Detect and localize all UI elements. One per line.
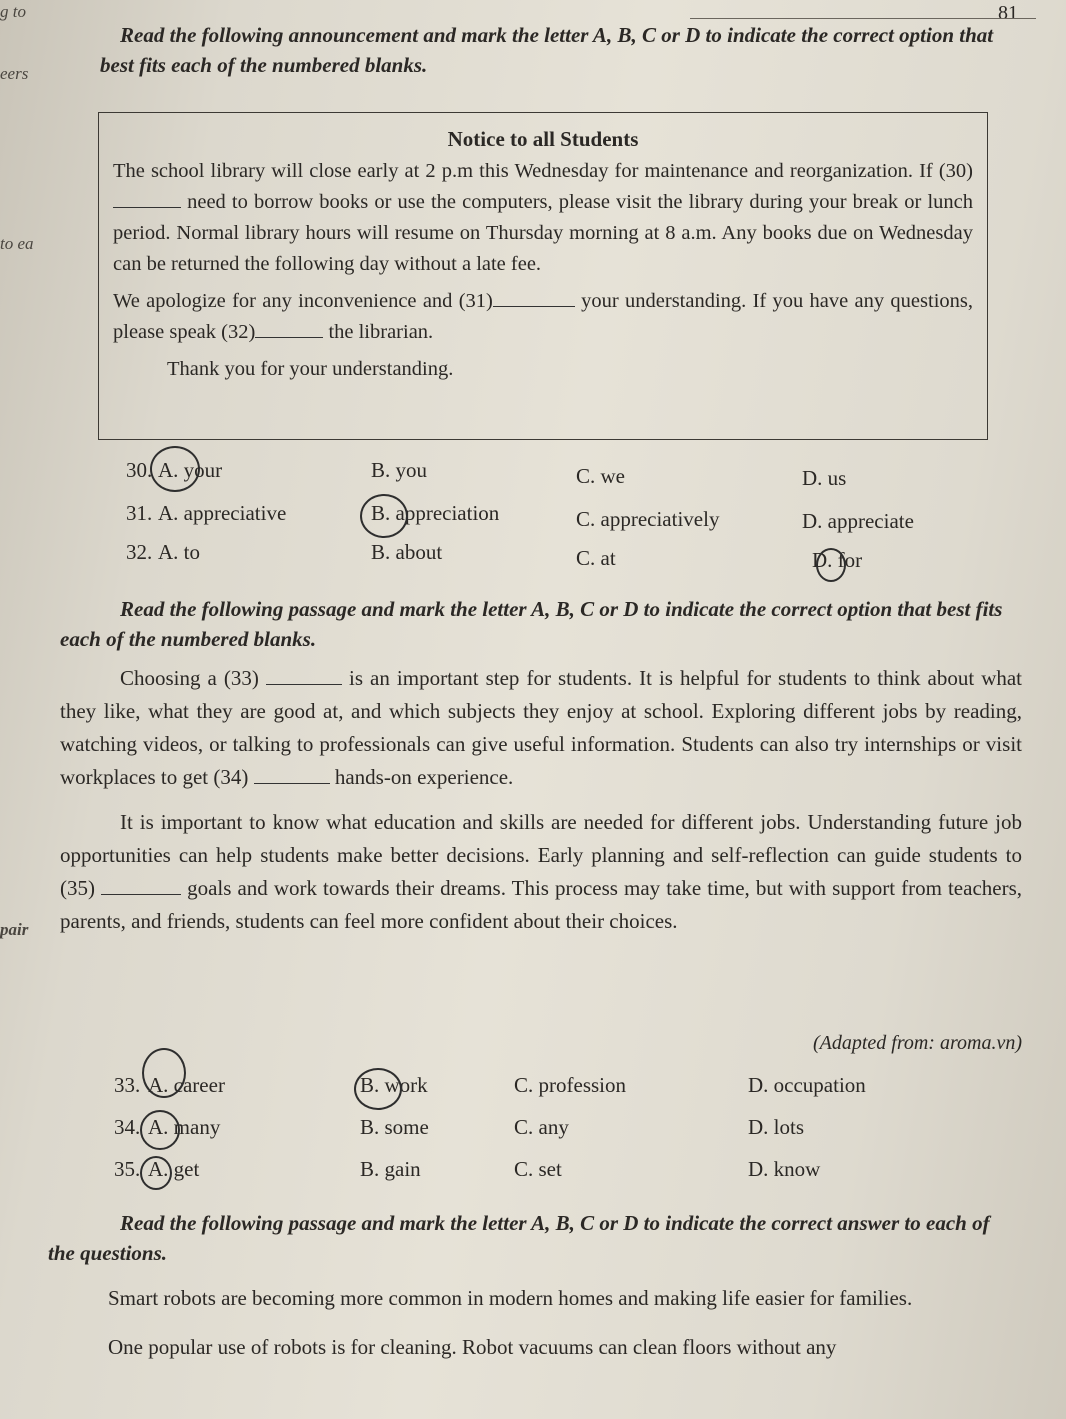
notice-box: [98, 112, 988, 440]
notice-paragraph-2: We apologize for any inconvenience and (31) your understanding. If you have any questions, please speak (32) the librarian.: [113, 290, 973, 343]
option-a[interactable]: A. your: [158, 458, 223, 482]
option-c[interactable]: C. at: [576, 546, 616, 570]
source-citation: (Adapted from: aroma.vn): [812, 1032, 1022, 1054]
question-number: 34.: [114, 1115, 141, 1139]
header-rule: [690, 18, 1036, 19]
option-a[interactable]: A. career: [148, 1073, 225, 1097]
blank-31[interactable]: [493, 288, 575, 307]
question-number: 32.: [126, 540, 153, 564]
section3-instruction: Read the following passage and mark the letter A, B, C or D to indicate the correct answer to each of the questions.: [48, 1211, 990, 1265]
answer-circle: [816, 548, 846, 582]
passage-paragraph-1: Choosing a (33) is an important step for students. It is helpful for students to think about what they like, what they are good at, and which subjects they enjoy at school. Exploring different jobs by reading, watching videos, or talking to professionals can give useful information. Students can also try internships or visit workplaces to get (34) hands-on experience.: [60, 666, 1023, 789]
option-c[interactable]: C. any: [514, 1115, 569, 1139]
option-a[interactable]: A. many: [148, 1115, 221, 1139]
blank-33[interactable]: [266, 666, 342, 685]
option-d[interactable]: D. lots: [748, 1115, 805, 1139]
option-b[interactable]: B. appreciation: [371, 501, 500, 525]
question-number: 35.: [114, 1157, 141, 1181]
passage-paragraph-1: Smart robots are becoming more common in modern homes and making life easier for families.: [108, 1286, 913, 1310]
notice-paragraph-1: The school library will close early at 2 p.m this Wednesday for maintenance and reorganization. If (30) need to borrow books or use the computers, please visit the library during your break or lunch period. Normal library hours will resume on Thursday morning at 8 a.m. Any books due on Wednesday can be returned the following day without a late fee.: [113, 160, 974, 275]
option-c[interactable]: C. profession: [514, 1073, 626, 1097]
option-b[interactable]: B. gain: [360, 1157, 421, 1181]
passage-paragraph-2: One popular use of robots is for cleaning. Robot vacuums can clean floors without any: [108, 1335, 837, 1359]
question-number: 31.: [126, 501, 153, 525]
question-row-33: [114, 1073, 994, 1103]
blank-34[interactable]: [254, 765, 330, 784]
option-b[interactable]: B. about: [371, 540, 443, 564]
blank-32[interactable]: [255, 319, 323, 338]
question-row-31: [126, 501, 1006, 531]
section2-passage: [60, 662, 1022, 938]
margin-fragment: g to: [0, 2, 26, 21]
answer-circle: [142, 1048, 186, 1098]
notice-thanks: Thank you for your understanding.: [167, 358, 454, 380]
question-number: 30.: [126, 458, 153, 482]
option-d[interactable]: D. for: [812, 548, 863, 572]
option-a[interactable]: A. get: [148, 1157, 200, 1181]
option-c[interactable]: C. appreciatively: [576, 507, 720, 531]
page-number: 81: [998, 2, 1018, 24]
option-c[interactable]: C. set: [514, 1157, 562, 1181]
question-row-32: [126, 540, 1006, 570]
margin-fragment: pair: [0, 920, 29, 939]
option-d[interactable]: D. appreciate: [802, 509, 914, 533]
option-b[interactable]: B. you: [371, 458, 428, 482]
margin-fragment: eers: [0, 64, 29, 83]
option-d[interactable]: D. us: [802, 466, 847, 490]
answer-circle: [140, 1110, 180, 1150]
option-d[interactable]: D. know: [748, 1157, 821, 1181]
section2-instruction: Read the following passage and mark the letter A, B, C or D to indicate the correct option that best fits each of the numbered blanks.: [60, 597, 1003, 651]
option-a[interactable]: A. to: [158, 540, 200, 564]
passage-paragraph-2: It is important to know what education and skills are needed for different jobs. Understanding future job opportunities can help students make better decisions. Early planning and self-reflection can guide students to (35) goals and work towards their dreams. This process may take time, but with support from teachers, parents, and friends, students can feel more confident about their choices.: [60, 810, 1023, 933]
answer-circle: [354, 1068, 402, 1110]
option-b[interactable]: B. work: [360, 1073, 428, 1097]
question-row-30: [126, 458, 1006, 488]
question-row-34: [114, 1115, 994, 1145]
question-number: 33.: [114, 1073, 141, 1097]
margin-fragment: to ea: [0, 234, 34, 253]
question-row-35: [114, 1157, 994, 1187]
answer-circle: [150, 446, 200, 492]
option-c[interactable]: C. we: [576, 464, 625, 488]
option-d[interactable]: D. occupation: [748, 1073, 866, 1097]
option-b[interactable]: B. some: [360, 1115, 429, 1139]
answer-circle: [360, 494, 408, 538]
answer-circle: [140, 1156, 172, 1190]
blank-35[interactable]: [101, 876, 181, 895]
option-a[interactable]: A. appreciative: [158, 501, 287, 525]
section1-instruction: Read the following announcement and mark the letter A, B, C or D to indicate the correct option that best fits each of the numbered blanks.: [100, 23, 994, 77]
blank-30[interactable]: [113, 189, 181, 208]
notice-title: Notice to all Students: [447, 127, 639, 151]
section3-passage: [48, 1282, 1016, 1364]
